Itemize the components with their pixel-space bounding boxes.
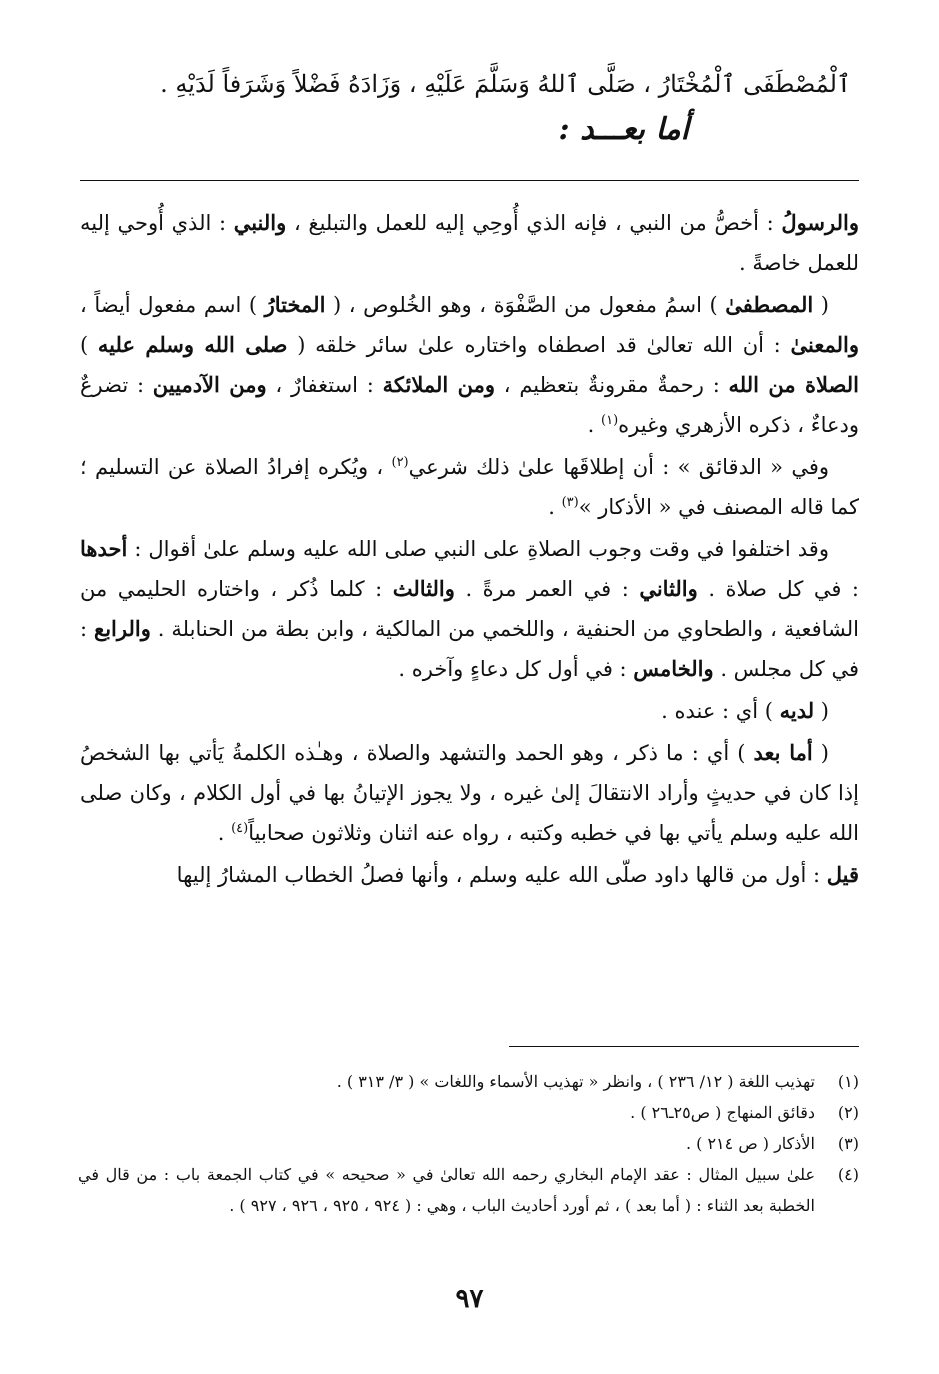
footnote-3 — [78, 1128, 859, 1159]
footnote-1 — [78, 1066, 859, 1097]
footnote-number: (٤) — [837, 1165, 859, 1184]
footnote-4 — [78, 1159, 859, 1221]
commentary-paragraph-1: والرسولُ : أخصُّ من النبي ، فإنه الذي أُوحِي إليه للعمل والتبليغ ، والنبي : الذي أُوحي إليه للعمل خاصةً . — [80, 210, 859, 275]
footnote-ref-1[interactable]: (١) — [601, 413, 619, 428]
footnote-ref-3[interactable]: (٣) — [561, 495, 579, 510]
footnote-text: الأذكار ( ص ٢١٤ ) . — [685, 1134, 815, 1153]
commentary-paragraph-3: وفي « الدقائق » : أن إطلاقَها علىٰ ذلك شرعي$^{(٢)}$ ، ويُكره إفرادُ الصلاة عن التسليم ؛ كما قاله المصنف في « الأذكار »$^{(٣)}$ . — [80, 455, 859, 519]
matn-separator-rule — [80, 180, 859, 181]
footnote-ref-4[interactable]: (٤) — [231, 821, 249, 836]
footnote-ref-2[interactable]: (٢) — [391, 455, 409, 470]
footnote-2 — [78, 1097, 859, 1128]
commentary-paragraph-6: ( أما بعد ) أي : ما ذكر ، وهو الحمد والتشهد والصلاة ، وهـٰذه الكلمةُ يَأتي بها الشخصُ إذا كان في حديثٍ وأراد الانتقالَ إلىٰ غيره ، ولا يجوز الإتيانُ بها في أول الكلام ، وكان صلى الله عليه وسلم يأتي بها في خطبه وكتبه ، رواه عنه اثنان وثلاثون صحابياً$^{(٤)}$ . — [80, 740, 859, 845]
footnote-text: دقائق المنهاج ( ص٢٥ـ٢٦ ) . — [630, 1103, 815, 1122]
footnote-separator-rule — [509, 1046, 859, 1047]
commentary-paragraph-5: ( لديه ) أي : عنده . — [661, 698, 829, 723]
commentary-paragraph-7: قيل : أول من قالها داود صلّى الله عليه وسلم ، وأنها فصلُ الخطاب المشارُ إليها — [176, 862, 859, 887]
amma-bad-heading: أما بعـــد : — [558, 112, 689, 147]
commentary-paragraph-2: ( المصطفىٰ ) اسمُ مفعول من الصَّفْوَة ، وهو الخُلوص ، ( المختارُ ) اسم مفعول أيضاً ، والمعنىٰ : أن الله تعالىٰ قد اصطفاه واختاره علىٰ سائر خلقه ( صلى الله وسلم عليه ) الصلاة من الله : رحمةٌ مقرونةٌ بتعظيم ، ومن الملائكة : استغفارٌ ، ومن الآدميين : تضرعٌ ودعاءٌ ، ذكره الأزهري وغيره$^{(١)}$ . — [80, 292, 860, 437]
footnote-text: علىٰ سبيل المثال : عقد الإمام البخاري رحمه الله تعالىٰ في « صحيحه » في كتاب الجمعة باب : من قال في الخطبة بعد الثناء : ( أما بعد ) ، ثم أورد أحاديث الباب ، وهي : ( ٩٢٤ ، ٩٢٥ ، ٩٢٦ ، ٩٢٧ ) . — [78, 1165, 815, 1215]
footnote-number: (١) — [837, 1072, 859, 1091]
commentary-paragraph-4: وقد اختلفوا في وقت وجوب الصلاةِ على النبي صلى الله عليه وسلم علىٰ أقوال : أحدها : في كل صلاة . والثاني : في العمر مرةً . والثالث : كلما ذُكر ، واختاره الحليمي من الشافعية ، والطحاوي من الحنفية ، واللخمي من المالكية ، وابن بطة من الحنابلة . والرابع : في كل مجلس . والخامس : في أول كل دعاءٍ وآخره . — [80, 536, 860, 681]
page-number: ٩٧ — [455, 1284, 484, 1314]
footnote-number: (٣) — [837, 1134, 859, 1153]
commentary — [80, 203, 859, 897]
footnote-text: تهذيب اللغة ( ١٢/ ٢٣٦ ) ، وانظر « تهذيب الأسماء واللغات » ( ٣/ ٣١٣ ) . — [336, 1072, 815, 1091]
footnote-number: (٢) — [837, 1103, 859, 1122]
footnotes — [78, 1066, 859, 1221]
matn-text: ٱلْمُصْطَفَى ٱلْمُخْتَارُ ، صَلَّى ٱللهُ وَسَلَّمَ عَلَيْهِ ، وَزَادَهُ فَضْلاً وَشَرَفاً لَدَيْهِ . — [160, 70, 851, 98]
